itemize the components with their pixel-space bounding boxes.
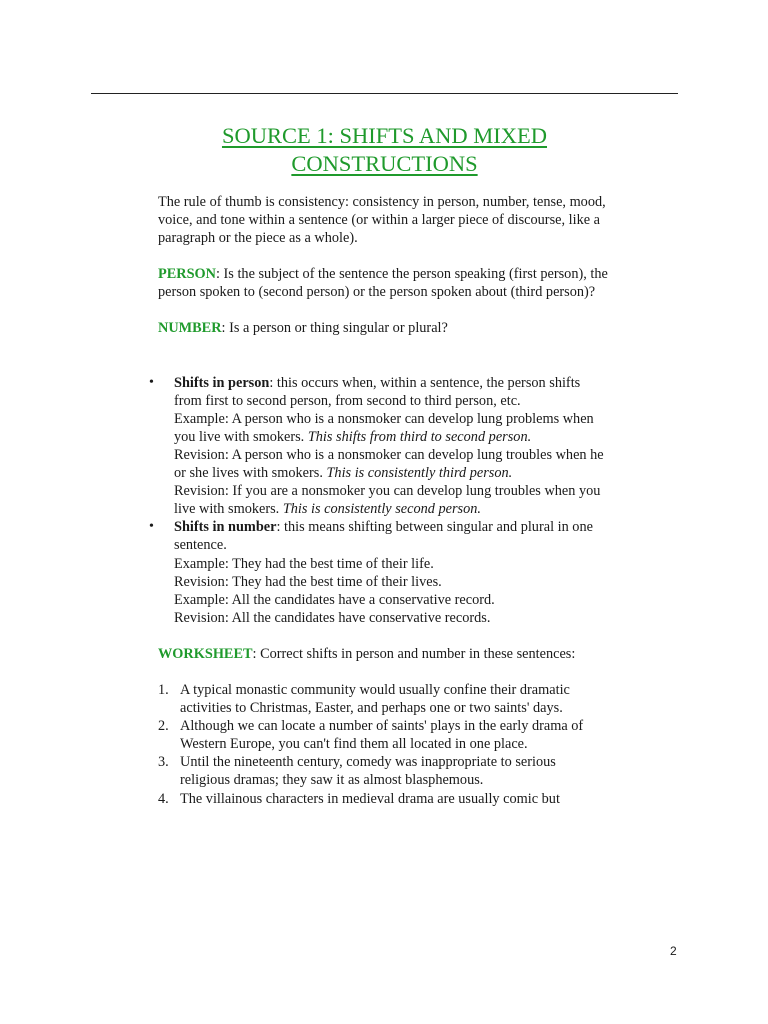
example-line (174, 410, 608, 446)
shift-desc: : this means shifting between singular and plural in one sentence. (174, 519, 593, 554)
number-label: NUMBER (158, 320, 222, 337)
list-item (134, 681, 608, 717)
example-text: Revision: A person who is a nonsmoker can develop lung troubles when he or she lives with smokers. (174, 446, 604, 482)
example-line (174, 482, 608, 518)
list-item (134, 790, 608, 808)
person-paragraph (158, 265, 608, 301)
item-number: 3. (158, 754, 169, 771)
page-number: 2 (670, 944, 677, 958)
item-text: Until the nineteenth century, comedy was inappropriate to serious religious dramas; they saw it as almost blasphemous. (180, 754, 556, 789)
worksheet-label: WORKSHEET (158, 645, 253, 662)
example-line: Example: All the candidates have a conservative record. (174, 591, 495, 608)
list-item (134, 753, 608, 789)
item-text: Although we can locate a number of saints' plays in the early drama of Western Europe, you can't find them all located in one place. (180, 718, 584, 753)
item-number: 2. (158, 718, 169, 735)
title-line-2: CONSTRUCTIONS (291, 151, 478, 176)
shift-term: Shifts in number (174, 519, 277, 536)
person-text: : Is the subject of the sentence the person speaking (first person), the person spoken to (second person) or the person spoken about (third person)? (158, 266, 608, 301)
example-text: Example: A person who is a nonsmoker can develop lung problems when you live with smokers. (174, 410, 594, 445)
number-text: : Is a person or thing singular or plural? (221, 320, 448, 337)
shift-definition (174, 518, 608, 554)
shifts-list (127, 374, 608, 627)
list-item (127, 374, 608, 519)
title-line-1: SOURCE 1: SHIFTS AND MIXED (221, 123, 548, 148)
example-note: This is consistently third person. (326, 465, 513, 482)
person-label: PERSON (158, 266, 216, 283)
shift-term: Shifts in person (174, 374, 270, 391)
intro-paragraph: The rule of thumb is consistency: consistency in person, number, tense, mood, voice, and tone within a sentence (or within a larger piece of discourse, like a paragraph or the piece as a whole). (158, 194, 606, 247)
number-paragraph (158, 319, 608, 337)
list-item (127, 518, 608, 627)
item-number: 4. (158, 790, 169, 807)
list-item (134, 717, 608, 753)
shift-definition (174, 374, 608, 410)
header-rule (91, 93, 678, 94)
example-text: Revision: If you are a nonsmoker you can develop lung troubles when you live with smokers. (174, 483, 601, 518)
item-text: The villainous characters in medieval drama are usually comic but (180, 790, 560, 807)
item-text: A typical monastic community would usually confine their dramatic activities to Christmas, Easter, and perhaps one or two saints' days. (180, 681, 570, 717)
example-line: Example: They had the best time of their life. (174, 555, 434, 572)
page-title (91, 122, 678, 178)
item-number: 1. (158, 681, 169, 698)
example-line (174, 446, 608, 482)
example-line: Revision: All the candidates have conservative records. (174, 609, 491, 626)
shift-desc: : this occurs when, within a sentence, the person shifts from first to second person, from second to third person, etc. (174, 374, 581, 409)
document-body (158, 193, 608, 808)
example-note: This is consistently second person. (282, 501, 481, 518)
example-note: This shifts from third to second person. (307, 428, 532, 445)
worksheet-list (134, 681, 608, 808)
worksheet-text: : Correct shifts in person and number in these sentences: (252, 645, 576, 662)
worksheet-paragraph (158, 645, 608, 663)
example-line: Revision: They had the best time of their lives. (174, 573, 442, 590)
